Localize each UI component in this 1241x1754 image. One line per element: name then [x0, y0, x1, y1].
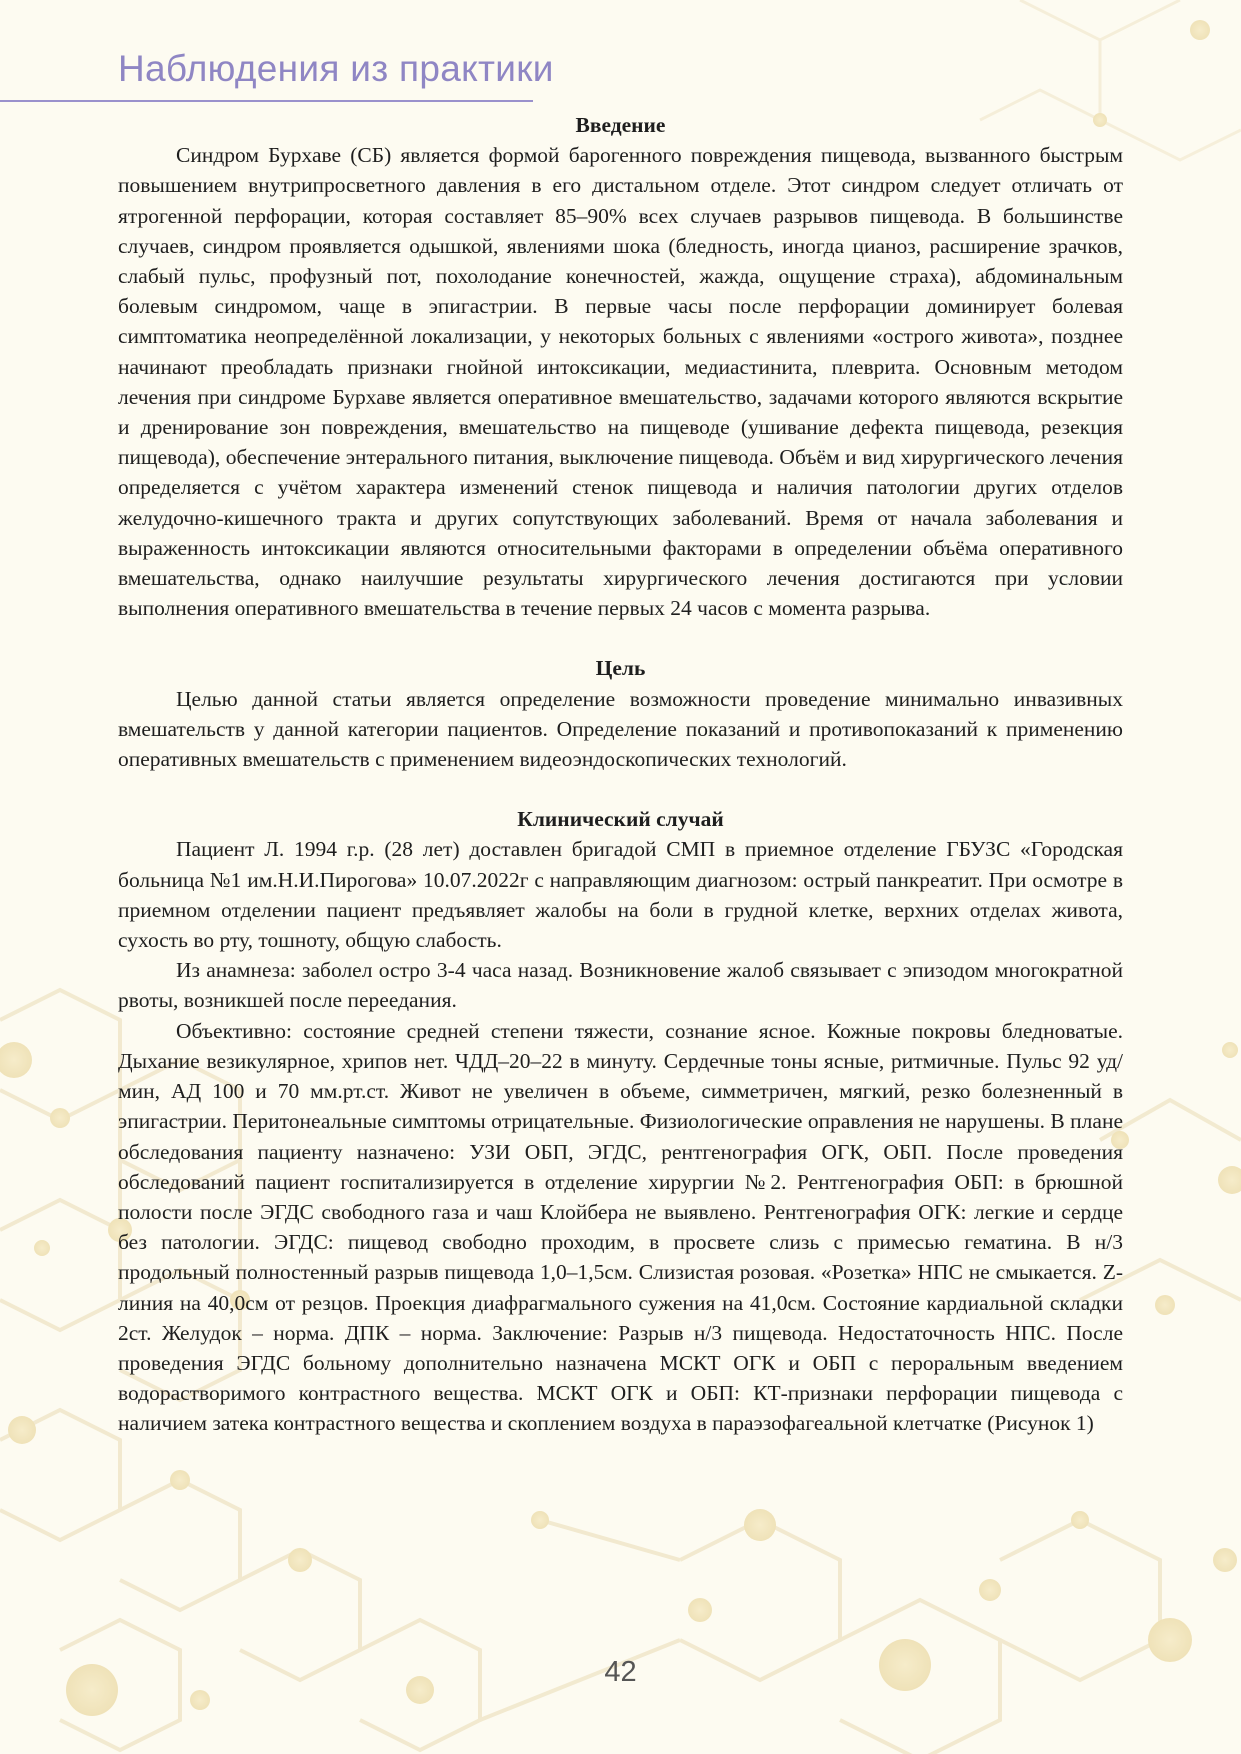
- header-underline: [0, 100, 533, 102]
- spacer: [118, 774, 1123, 804]
- goal-section: [118, 653, 1123, 774]
- intro-paragraph: Синдром Бурхаве (СБ) является формой барогенного повреждения пищевода, вызванного быстрым повышением внутрипросветного давления в его дистальном отделе. Этот синдром следует отличать от ятрогенной перфорации, которая составляет 85–90% всех случаев разрывов пищевода. В большинстве случаев, синдром проявляется одышкой, явлениями шока (бледность, иногда цианоз, расширение зрачков, слабый пульс, профузный пот, похолодание конечностей, жажда, ощущение страха), абдоминальным болевым синдромом, чаще в эпигастрии. В первые часы после перфорации доминирует болевая симптоматика неопределённой локализации, у некоторых больных с явлениями «острого живота», позднее начинают преобладать признаки гнойной интоксикации, медиастинита, плеврита. Основным методом лечения при синдроме Бурхаве является оперативное вмешательство, задачами которого являются вскрытие и дренирование зон повреждения, вмешательство на пищеводе (ушивание дефекта пищевода, резекция пищевода), обеспечение энтерального питания, выключение пищевода. Объём и вид хирургического лечения определяется с учётом характера изменений стенок пищевода и наличия патологии других отделов желудочно-кишечного тракта и других сопутствующих заболеваний. Время от начала заболевания и выраженность интоксикации являются относительными факторами в определении объёма оперативного вмешательства, однако наилучшие результаты хирургического лечения достигаются при условии выполнения оперативного вмешательства в течение первых 24 часов с момента разрыва.: [118, 143, 1123, 621]
- goal-heading: Цель: [595, 656, 646, 681]
- article-body: [118, 110, 1123, 1439]
- case-admission-paragraph: Пациент Л. 1994 г.р. (28 лет) доставлен бригадой СМП в приемное отделение ГБУЗС «Городская больница №1 им.Н.И.Пирогова» 10.07.2022г с направляющим диагнозом: острый панкреатит. При осмотре в приемном отделении пациент предъявляет жалобы на боли в грудной клетке, верхних отделах живота, сухость во рту, тошноту, общую слабость.: [118, 837, 1123, 953]
- section-header-title: Наблюдения из практики: [118, 48, 554, 89]
- intro-heading: Введение: [575, 113, 666, 137]
- page-number: 42: [604, 1656, 637, 1688]
- clinical-case-heading: Клинический случай: [517, 807, 724, 832]
- case-examination-paragraph: Объективно: состояние средней степени тяжести, сознание ясное. Кожные покровы бледноватые. Дыхание везикулярное, хрипов нет. ЧДД–20–22 в минуту. Сердечные тоны ясные, ритмичные. Пульс 92 уд/мин, АД 100 и 70 мм.рт.ст. Живот не увеличен в объеме, симметричен, мягкий, резко болезненный в эпигастрии. Перитонеальные симптомы отрицательные. Физиологические оправления не нарушены. В плане обследования пациенту назначено: УЗИ ОБП, ЭГДС, рентгенография ОГК, ОБП. После проведения обследований пациент госпитализируется в отделение хирургии №2. Рентгенография ОБП: в брюшной полости после ЭГДС свободного газа и чаш Клойбера не выявлено. Рентгенография ОГК: легкие и сердце без патологии. ЭГДС: пищевод свободно проходим, в просвете слизь с примесью гематина. В н/3 продольный полностенный разрыв пищевода 1,0–1,5см. Слизистая розовая. «Розетка» НПС не смыкается. Z-линия на 40,0см от резцов. Проекция диафрагмального сужения на 41,0см. Состояние кардиальной складки 2ст. Желудок – норма. ДПК – норма. Заключение: Разрыв н/3 пищевода. Недостаточность НПС. После проведения ЭГДС больному дополнительно назначена МСКТ ОГК и ОБП с пероральным введением водорастворимого контрастного вещества. МСКТ ОГК и ОБП: КТ-признаки перфорации пищевода с наличием затека контрастного вещества и скоплением воздуха в параэзофагеальной клетчатке (Рисунок 1): [118, 1018, 1123, 1436]
- clinical-case-section: [118, 804, 1123, 1438]
- intro-section: [118, 110, 1123, 623]
- goal-paragraph: Целью данной статьи является определение возможности проведение минимально инвазивных вмешательств у данной категории пациентов. Определение показаний и противопоказаний к применению оперативных вмешательств с применением видеоэндоскопических технологий.: [118, 686, 1123, 772]
- case-anamnesis-paragraph: Из анамнеза: заболел остро 3-4 часа назад. Возникновение жалоб связывает с эпизодом многократной рвоты, возникшей после переедания.: [118, 958, 1123, 1013]
- spacer: [118, 623, 1123, 653]
